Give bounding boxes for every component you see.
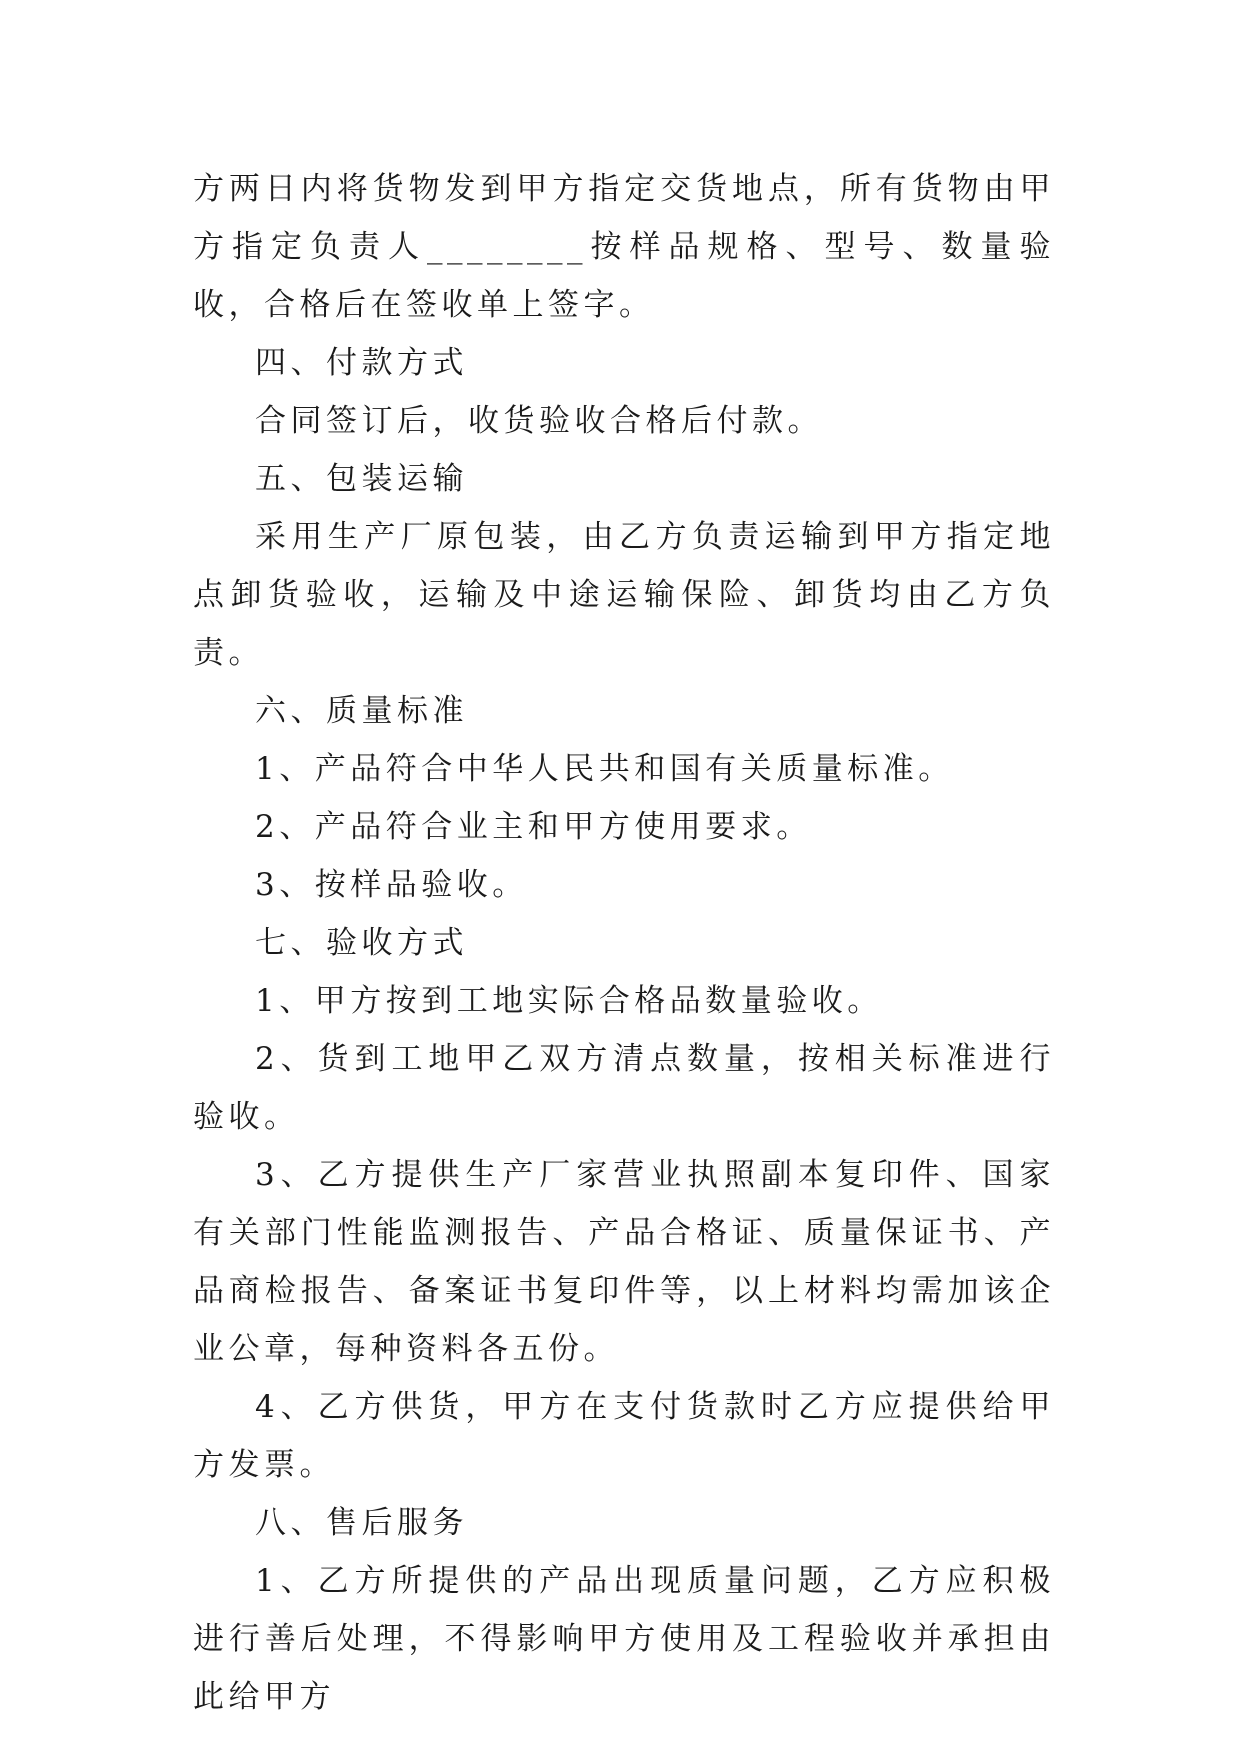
paragraph-payment: 合同签订后，收货验收合格后付款。	[255, 403, 823, 439]
heading-quality-standard: 六、质量标准	[255, 693, 468, 729]
heading-acceptance-method: 七、验收方式	[255, 925, 468, 961]
paragraph-delivery-acceptance: 方两日内将货物发到甲方指定交货地点，所有货物由甲方指定负责人________按样品规格、型号、数量验收，合格后在签收单上签字。	[193, 171, 1055, 323]
after-sales-item-1: 1、乙方所提供的产品出现质量问题，乙方应积极进行善后处理，不得影响甲方使用及工程验收并承担由此给甲方	[193, 1563, 1055, 1715]
acceptance-item-1: 1、甲方按到工地实际合格品数量验收。	[255, 983, 883, 1019]
acceptance-item-4: 4、乙方供货，甲方在支付货款时乙方应提供给甲方发票。	[193, 1389, 1055, 1483]
heading-payment-method: 四、付款方式	[255, 345, 468, 381]
acceptance-item-2: 2、货到工地甲乙双方清点数量，按相关标准进行验收。	[193, 1041, 1055, 1135]
quality-item-3: 3、按样品验收。	[255, 867, 528, 903]
paragraph-packaging: 采用生产厂原包装，由乙方负责运输到甲方指定地点卸货验收，运输及中途运输保险、卸货均由乙方负责。	[193, 519, 1055, 671]
acceptance-item-3: 3、乙方提供生产厂家营业执照副本复印件、国家有关部门性能监测报告、产品合格证、质量保证书、产品商检报告、备案证书复印件等，以上材料均需加该企业公章，每种资料各五份。	[193, 1157, 1055, 1367]
heading-packaging-transport: 五、包装运输	[255, 461, 468, 497]
document-page	[193, 160, 1055, 1726]
quality-item-1: 1、产品符合中华人民共和国有关质量标准。	[255, 751, 954, 787]
heading-after-sales: 八、售后服务	[255, 1505, 468, 1541]
quality-item-2: 2、产品符合业主和甲方使用要求。	[255, 809, 812, 845]
